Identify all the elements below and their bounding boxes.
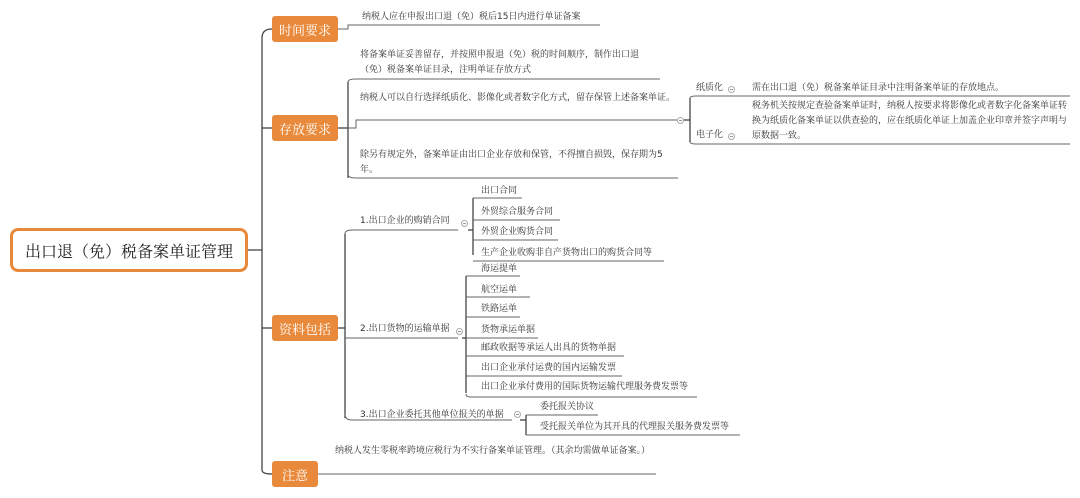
- category-note[interactable]: [272, 461, 318, 487]
- storage-paper-text: 需在出口退（免）税备案单证目录中注明备案单证的存放地点。: [752, 83, 1005, 93]
- materials-group-transport: 2.出口货物的运输单据: [360, 324, 450, 334]
- storage-electronic-label: 电子化: [696, 130, 724, 140]
- storage-electronic-text: 税务机关按规定查验备案单证时，纳税人按要求将影像化或者数字化备案单证转换为纸质化备案单证以供查验的，应在纸质化单证上加盖企业印章并签字声明与原数据一致。: [752, 101, 1068, 141]
- list-item: 受托报关单位为其开具的代理报关服务费发票等: [540, 422, 730, 432]
- root-title: 出口退（免）税备案单证管理: [24, 241, 233, 261]
- category-materials[interactable]: [272, 315, 338, 341]
- storage-item-retention: 除另有规定外，备案单证由出口企业存放和保管，不得擅自损毁，保存期为5年。: [360, 150, 663, 175]
- note-text: 纳税人发生零税率跨境应税行为不实行备案单证管理。（其余均需做单证备案。）: [335, 446, 651, 456]
- storage-item-methods: 纳税人可以自行选择纸质化、影像化或者数字化方式，留存保管上述备案单证。: [360, 93, 676, 103]
- collapse-toggle-icon[interactable]: [461, 220, 468, 227]
- list-item: 出口企业承付运费的国内运输发票: [481, 363, 617, 373]
- storage-item-catalog: 将备案单证妥善留存，并按照申报退（免）税的时间顺序，制作出口退（免）税备案单证目录，注明单证存放方式: [360, 50, 640, 75]
- collapse-toggle-icon[interactable]: [728, 133, 735, 140]
- collapse-toggle-icon[interactable]: [456, 328, 463, 335]
- list-item: 委托报关协议: [540, 402, 595, 412]
- list-item: 铁路运单: [481, 304, 518, 314]
- list-item: 出口企业承付费用的国际货物运输代理服务费发票等: [481, 382, 689, 392]
- category-storage[interactable]: [272, 115, 338, 141]
- list-item: 外贸综合服务合同: [481, 207, 554, 217]
- category-time[interactable]: [272, 16, 338, 42]
- collapse-toggle-icon[interactable]: [514, 411, 521, 418]
- storage-paper-label: 纸质化: [696, 83, 724, 93]
- list-item: 外贸企业购货合同: [481, 227, 554, 237]
- category-note-label: 注意: [281, 468, 308, 484]
- list-item: 生产企业收购非自产货物出口的购货合同等: [481, 248, 653, 258]
- list-item: 航空运单: [481, 285, 518, 295]
- category-materials-label: 资料包括: [278, 322, 331, 338]
- list-item: 出口合同: [481, 186, 518, 196]
- time-requirement-text: 纳税人应在申报出口退（免）税后15日内进行单证备案: [362, 12, 581, 22]
- root-node[interactable]: [10, 228, 248, 272]
- collapse-toggle-icon[interactable]: [677, 117, 684, 124]
- list-item: 海运提单: [481, 264, 518, 274]
- materials-group-contracts: 1.出口企业的购销合同: [360, 216, 450, 226]
- materials-group-customs: 3.出口企业委托其他单位报关的单据: [360, 410, 504, 420]
- category-storage-label: 存放要求: [278, 122, 331, 138]
- list-item: 货物承运单据: [481, 325, 536, 335]
- category-time-label: 时间要求: [278, 23, 331, 39]
- collapse-toggle-icon[interactable]: [728, 86, 735, 93]
- list-item: 邮政收据等承运人出具的货物单据: [481, 343, 617, 353]
